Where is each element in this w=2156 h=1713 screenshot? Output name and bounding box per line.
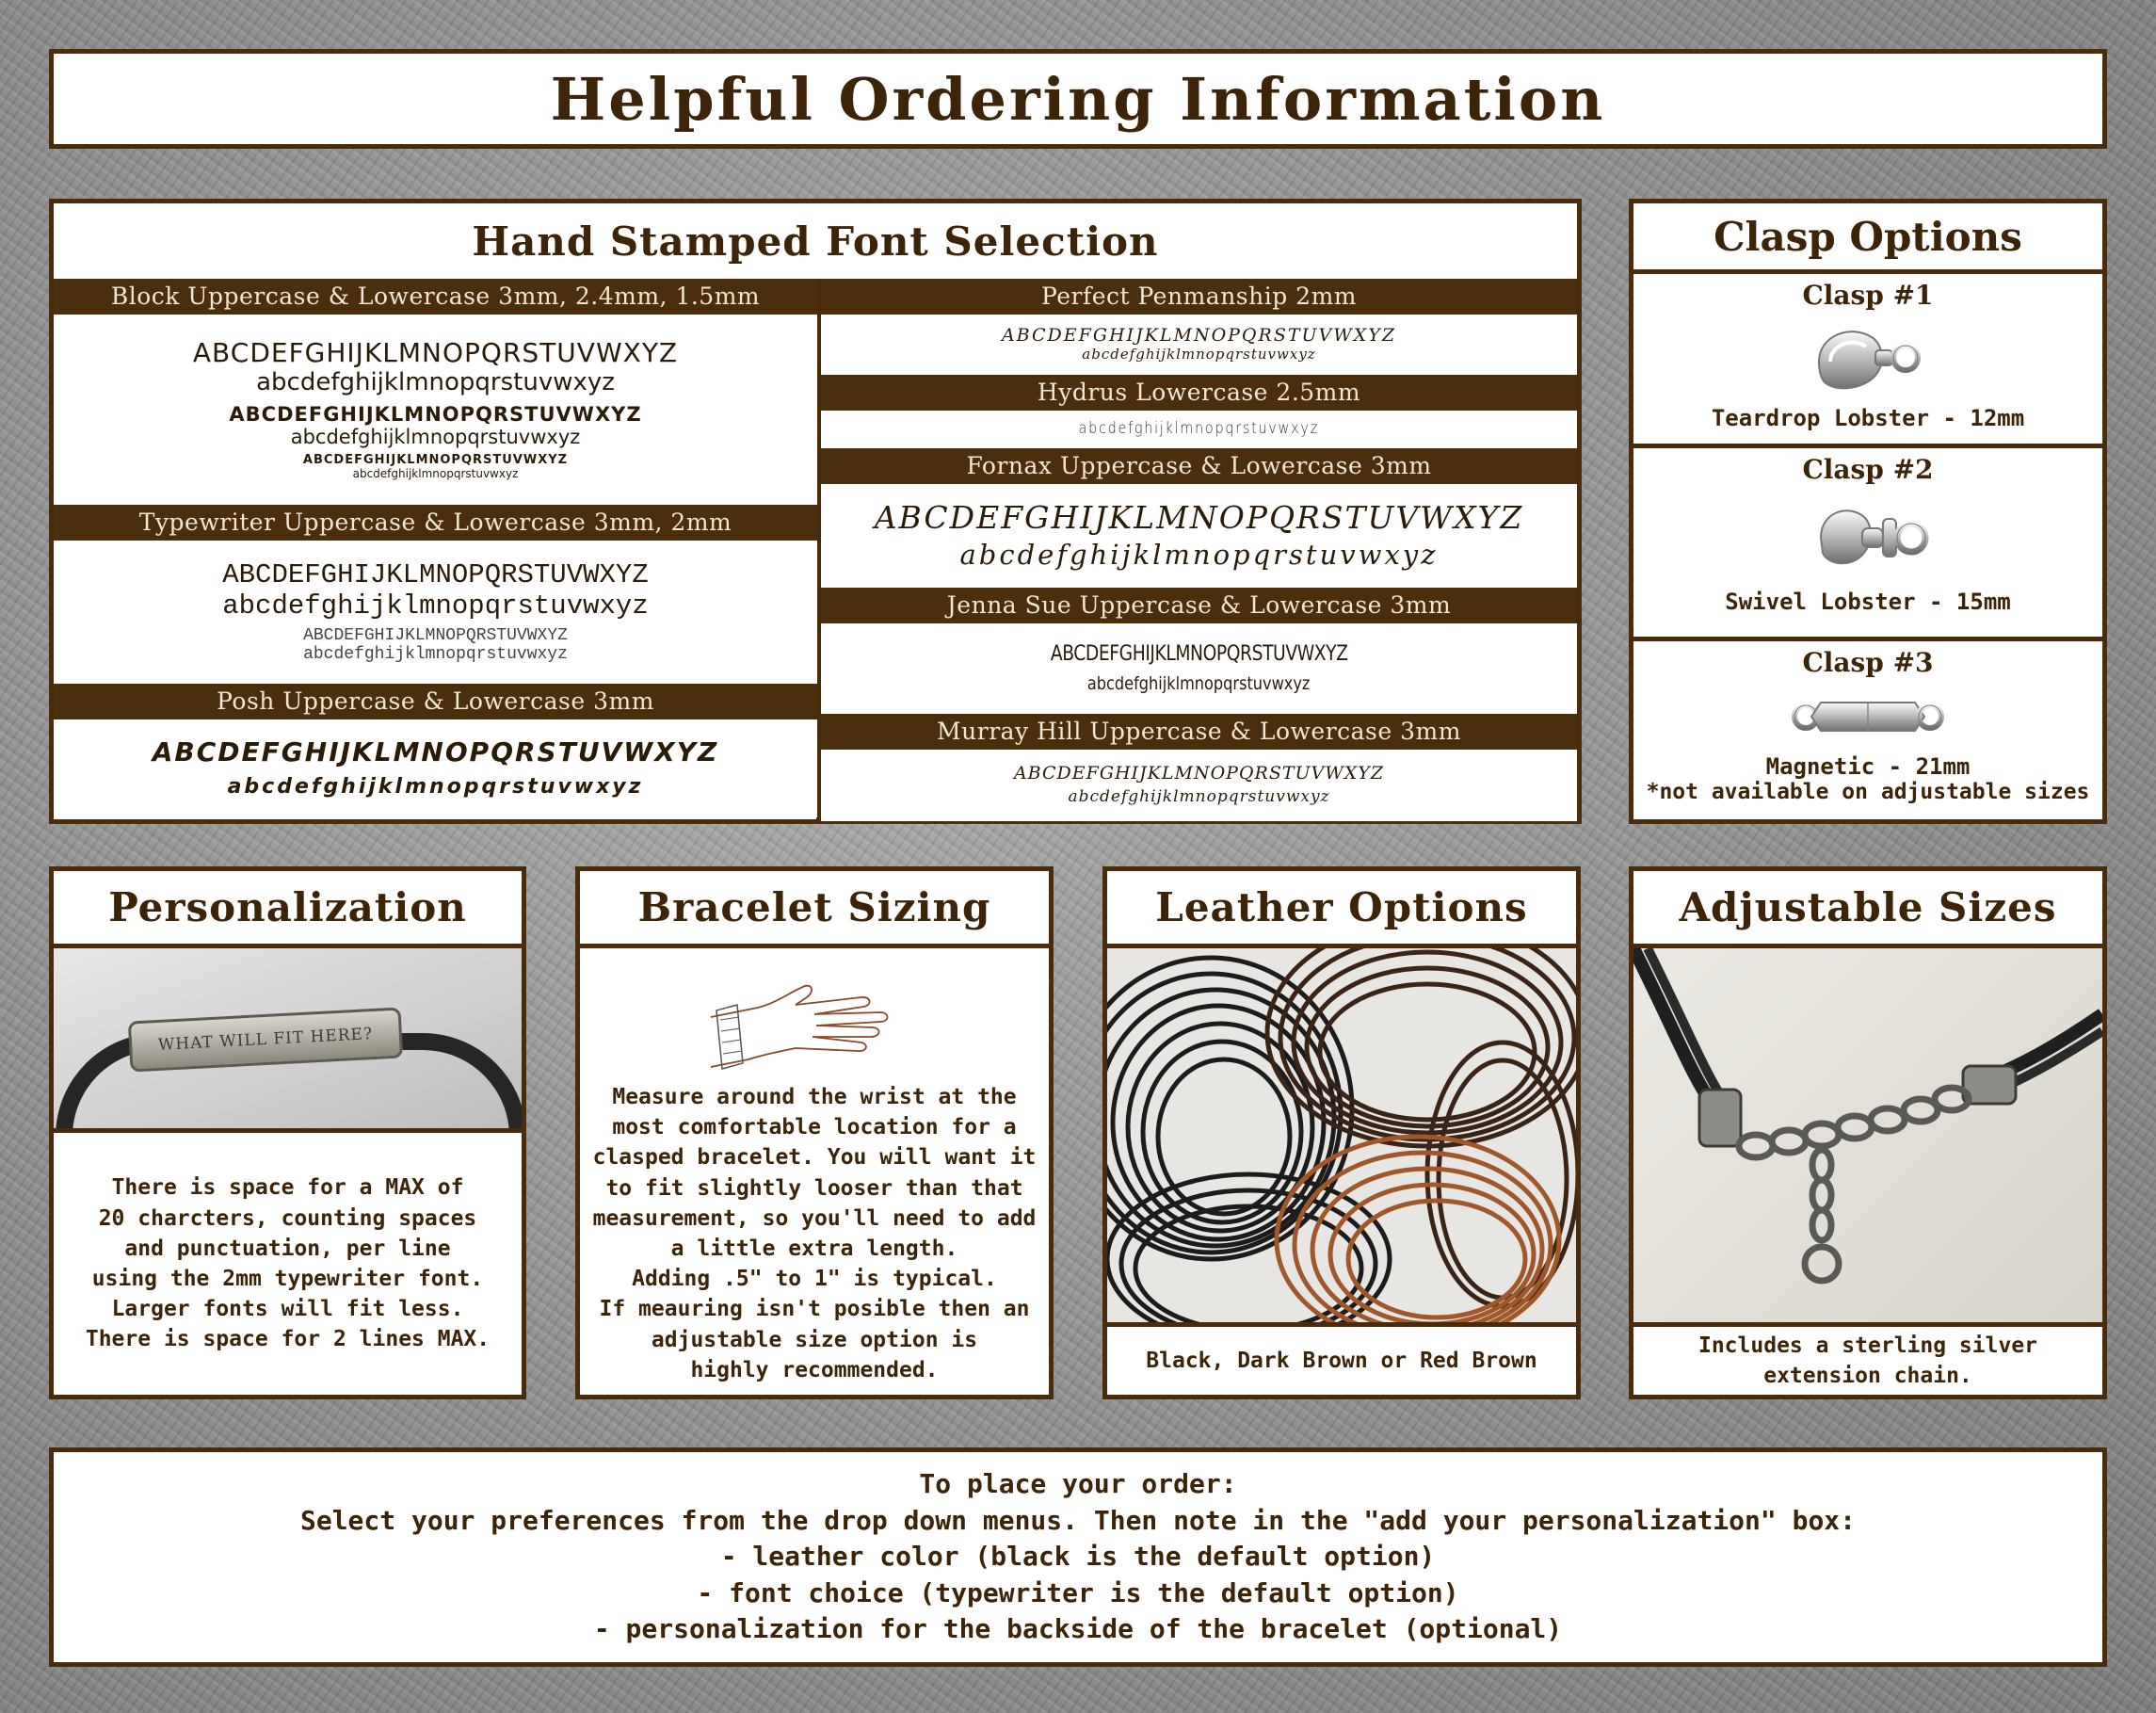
order-instructions-panel — [49, 1447, 2107, 1667]
sizing-heading: Bracelet Sizing — [580, 871, 1049, 948]
clasp-options-panel — [1629, 199, 2107, 824]
bracelet-photo — [54, 948, 522, 1133]
text-line: highly recommended. — [690, 1357, 939, 1382]
sample-line: ABCDEFGHIJKLMNOPQRSTUVWXYZ — [192, 337, 679, 369]
sample-line: abcdefghijklmnopqrstuvwxyz — [290, 425, 581, 448]
leather-photo — [1107, 948, 1576, 1327]
text-line: Adding .5" to 1" is typical. — [632, 1267, 997, 1292]
page-title: Helpful Ordering Information — [550, 64, 1606, 134]
clasp-label: Magnetic - 21mm — [1765, 753, 1971, 780]
sample-line: ABCDEFGHIJKLMNOPQRSTUVWXYZ — [874, 499, 1524, 537]
text-line: adjustable size option is — [651, 1327, 978, 1352]
font-sample-posh — [54, 719, 817, 817]
personalization-text — [54, 1133, 522, 1395]
font-label-murray-hill: Murray Hill Uppercase & Lowercase 3mm — [821, 714, 1577, 750]
adjustable-heading: Adjustable Sizes — [1633, 871, 2102, 948]
wrist-measure-icon — [701, 965, 927, 1078]
clasp-title: Clasp #3 — [1802, 647, 1934, 678]
text-line: most comfortable location for a — [612, 1115, 1017, 1140]
sample-line: ABCDEFGHIJKLMNOPQRSTUVWXYZ — [1050, 642, 1348, 667]
adjustable-sizes-panel — [1629, 866, 2107, 1399]
text-line: There is space for a MAX of — [111, 1175, 464, 1201]
text-line: 20 charcters, counting spaces — [98, 1205, 477, 1231]
sample-line: abcdefghijklmnopqrstuvwxyz — [303, 645, 568, 665]
personalization-panel — [49, 866, 526, 1399]
font-label-block: Block Uppercase & Lowercase 3mm, 2.4mm, 1.5mm — [54, 279, 817, 315]
clasp-label: Teardrop Lobster - 12mm — [1711, 405, 2025, 431]
leather-coils-image — [1107, 948, 1576, 1322]
order-line: Select your preferences from the drop down menus. Then note in the "add your personalization" box: — [299, 1504, 1857, 1536]
clasp-option-1 — [1633, 269, 2102, 444]
font-label-posh: Posh Uppercase & Lowercase 3mm — [54, 684, 817, 719]
font-sample-perfect-penmanship — [821, 315, 1577, 375]
font-sample-murray-hill — [821, 750, 1577, 821]
teardrop-lobster-clasp-icon — [1802, 316, 1934, 401]
font-selection-heading: Hand Stamped Font Selection — [472, 218, 1159, 265]
font-column-right — [821, 279, 1577, 821]
font-sample-hydrus — [821, 411, 1577, 448]
text-line: Includes a sterling silver — [1697, 1333, 2038, 1358]
sample-line: abcdefghijklmnopqrstuvwxyz — [227, 775, 644, 800]
sample-line: abcdefghijklmnopqrstuvwxyz — [352, 466, 519, 480]
extension-chain-image — [1633, 948, 2102, 1322]
text-line: using the 2mm typewriter font. — [91, 1267, 484, 1291]
clasp-heading: Clasp Options — [1714, 213, 2022, 260]
title-banner — [49, 49, 2107, 149]
order-line: - leather color (black is the default option) — [720, 1541, 1436, 1573]
leather-caption-wrap — [1107, 1327, 1576, 1395]
sample-line: ABCDEFGHIJKLMNOPQRSTUVWXYZ — [229, 402, 642, 426]
clasp-label: Swivel Lobster - 15mm — [1725, 589, 2011, 615]
leather-caption: Black, Dark Brown or Red Brown — [1146, 1348, 1537, 1373]
order-line: - font choice (typewriter is the default option) — [697, 1576, 1459, 1608]
font-label-hydrus: Hydrus Lowercase 2.5mm — [821, 375, 1577, 411]
text-line: Measure around the wrist at the — [612, 1085, 1017, 1109]
font-sample-block — [54, 315, 817, 505]
sample-line: abcdefghijklmnopqrstuvwxyz — [1087, 672, 1311, 694]
sample-line: abcdefghijklmnopqrstuvwxyz — [959, 539, 1439, 572]
sample-line: ABCDEFGHIJKLMNOPQRSTUVWXYZ — [1013, 763, 1385, 784]
font-column-left — [54, 279, 817, 817]
extension-chain-photo — [1633, 948, 2102, 1327]
clasp-option-2 — [1633, 444, 2102, 637]
sample-line: abcdefghijklmnopqrstuvwxyz — [256, 367, 615, 396]
sample-line: abcdefghijklmnopqrstuvwxyz — [1068, 787, 1330, 807]
bracelet-stamp-text: WHAT WILL FIT HERE? — [157, 1025, 374, 1055]
font-sample-jenna-sue — [821, 623, 1577, 714]
text-line: to fit slightly looser than that — [605, 1175, 1023, 1201]
text-line: If meauring isn't posible then an — [599, 1297, 1030, 1322]
font-label-fornax: Fornax Uppercase & Lowercase 3mm — [821, 448, 1577, 484]
font-selection-panel — [49, 199, 1582, 824]
clasp-title: Clasp #2 — [1802, 454, 1934, 485]
font-label-typewriter: Typewriter Uppercase & Lowercase 3mm, 2mm — [54, 505, 817, 541]
leather-heading: Leather Options — [1107, 871, 1576, 948]
text-line: a little extra length. — [670, 1236, 958, 1261]
text-line: measurement, so you'll need to add — [592, 1205, 1037, 1231]
sample-line: abcdefghijklmnopqrstuvwxyz — [222, 590, 649, 622]
sample-line: ABCDEFGHIJKLMNOPQRSTUVWXYZ — [303, 625, 568, 645]
font-sample-typewriter — [54, 541, 817, 684]
clasp-option-3 — [1633, 637, 2102, 819]
font-sample-fornax — [821, 484, 1577, 588]
order-line: - personalization for the backside of the bracelet (optional) — [593, 1613, 1563, 1645]
text-line: extension chain. — [1763, 1364, 1972, 1388]
sample-line: ABCDEFGHIJKLMNOPQRSTUVWXYZ — [152, 736, 719, 768]
font-label-perfect-penmanship: Perfect Penmanship 2mm — [821, 279, 1577, 315]
font-label-jenna-sue: Jenna Sue Uppercase & Lowercase 3mm — [821, 588, 1577, 623]
sample-line: ABCDEFGHIJKLMNOPQRSTUVWXYZ — [1001, 325, 1397, 347]
text-line: Larger fonts will fit less. — [111, 1297, 464, 1322]
adjustable-text — [1633, 1327, 2102, 1395]
leather-options-panel — [1102, 866, 1581, 1399]
sizing-text — [580, 1082, 1049, 1385]
magnetic-clasp-icon — [1783, 684, 1953, 750]
bracelet-sizing-panel — [575, 866, 1054, 1399]
clasp-note: *not available on adjustable sizes — [1646, 780, 2090, 804]
sample-line: ABCDEFGHIJKLMNOPQRSTUVWXYZ — [302, 452, 569, 467]
text-line: clasped bracelet. You will want it — [592, 1145, 1037, 1171]
text-line: and punctuation, per line — [124, 1236, 451, 1261]
swivel-lobster-clasp-icon — [1802, 491, 1934, 585]
clasp-title: Clasp #1 — [1802, 280, 1934, 311]
sample-line: abcdefghijklmnopqrstuvwxyz — [1082, 346, 1316, 364]
order-line: To place your order: — [919, 1467, 1237, 1499]
sample-line: abcdefghijklmnopqrstuvwxyz — [1078, 419, 1320, 439]
personalization-heading: Personalization — [54, 871, 522, 948]
sample-line: ABCDEFGHIJKLMNOPQRSTUVWXYZ — [222, 558, 649, 590]
text-line: There is space for 2 lines MAX. — [85, 1327, 491, 1352]
